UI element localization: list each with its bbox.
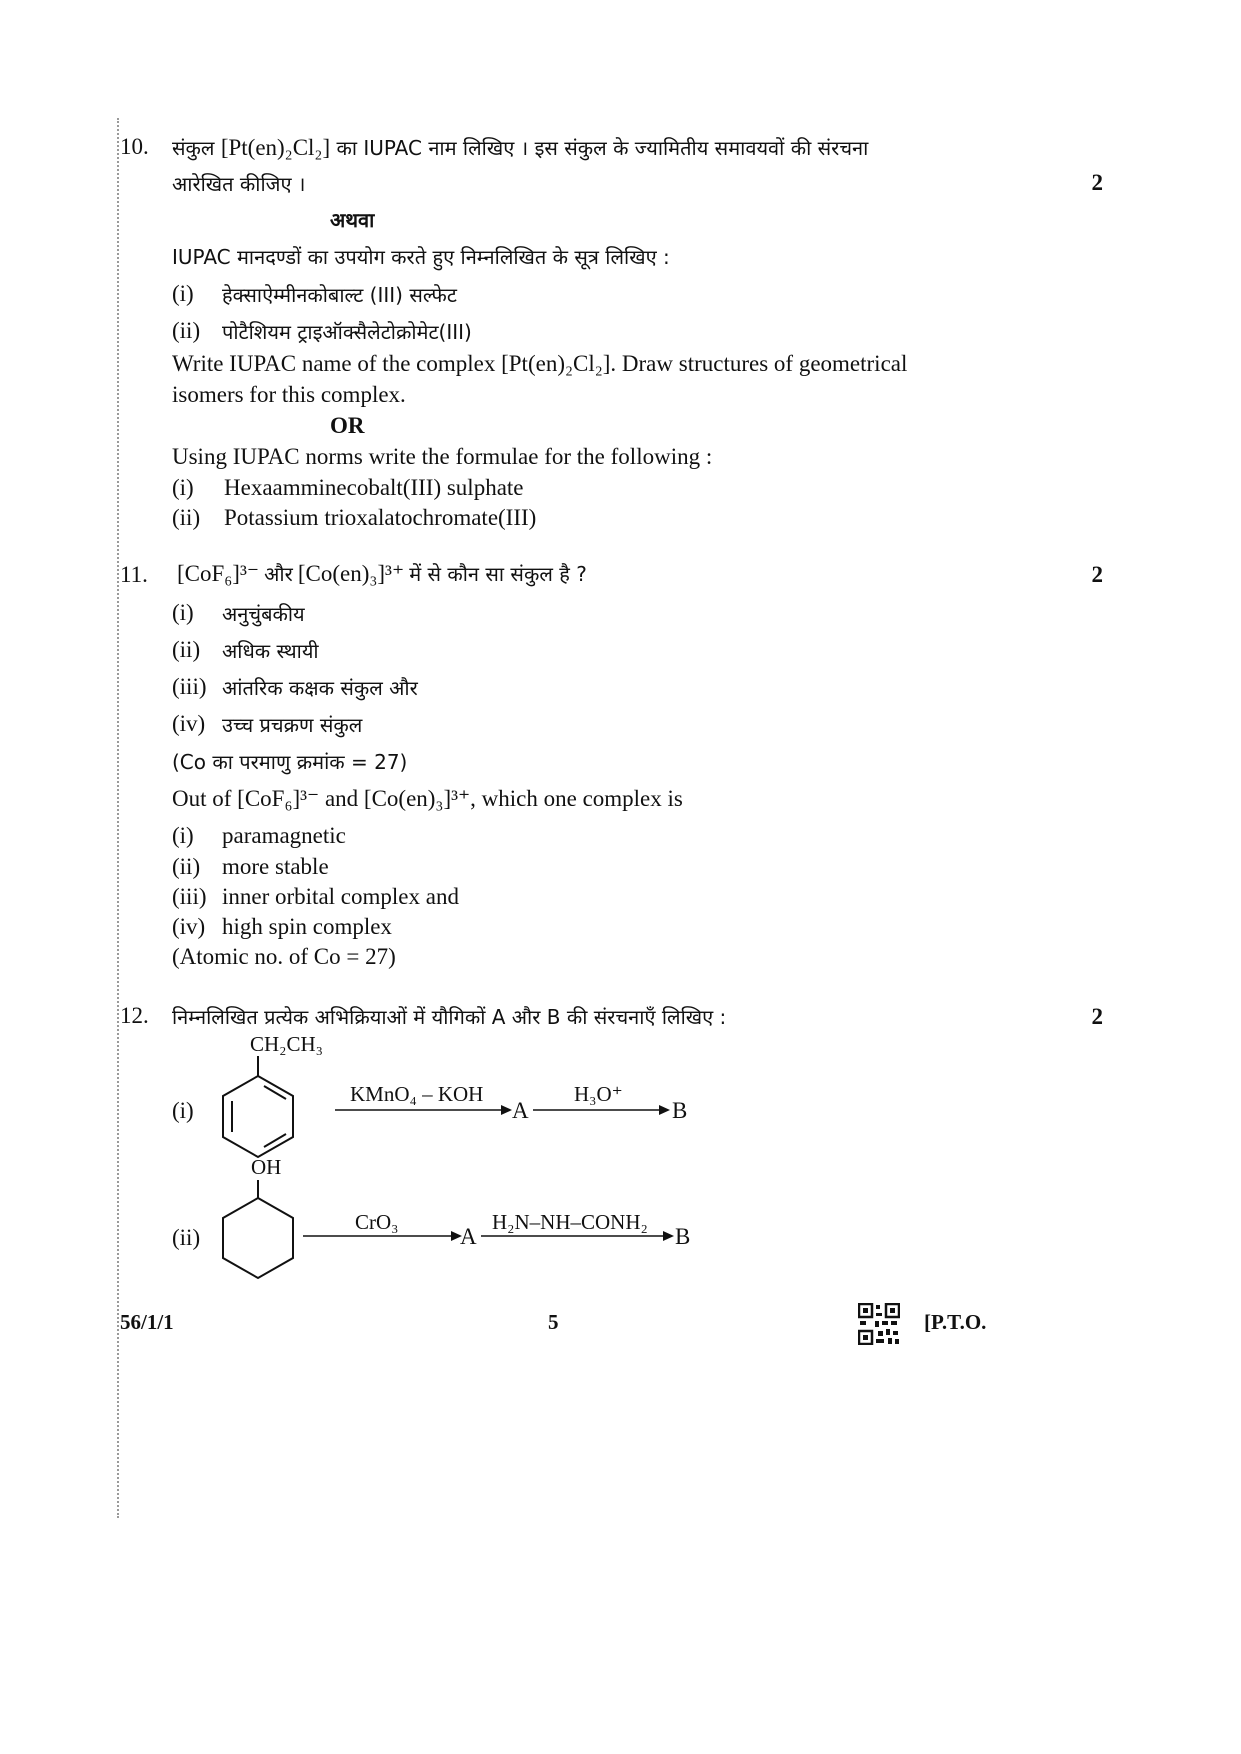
cyclohexanol-structure <box>210 1178 310 1284</box>
q10-or-hindi: अथवा <box>330 208 375 232</box>
reaction-1-product-b: B <box>672 1098 688 1123</box>
q11-en-item-text: inner orbital complex and <box>222 884 459 909</box>
q11-hi-item-text: अधिक स्थायी <box>222 639 319 663</box>
q11-hindi-note: (Co का परमाणु क्रमांक = 27) <box>172 750 408 774</box>
q10-number: 10. <box>120 134 149 159</box>
paper-code: 56/1/1 <box>120 1310 174 1334</box>
page-number: 5 <box>548 1310 559 1334</box>
q11-and-hindi: और <box>264 562 293 586</box>
q11-hi-item-label: (iii) <box>172 674 207 699</box>
q10-hi-item-label: (ii) <box>172 318 201 343</box>
q10-english-part1: Write IUPAC name of the complex <box>172 351 496 376</box>
q11-marks: 2 <box>1091 562 1103 587</box>
q11-english-note: (Atomic no. of Co = 27) <box>172 944 396 969</box>
reaction-1-reagent-1: KMnO₄ – KOH <box>350 1082 484 1106</box>
q10-en-item-label: (i) <box>172 475 194 500</box>
q11-hindi-question <box>177 560 587 587</box>
reaction-1-arrow-2 <box>533 1104 671 1116</box>
q11-number: 11. <box>120 562 148 587</box>
q11-en-item-label: (i) <box>172 823 194 848</box>
q12-reaction-2-label: (ii) <box>172 1225 201 1250</box>
q10-hi-item-label: (i) <box>172 281 194 306</box>
ethyl-substituent-label: CH₂CH₃ <box>250 1032 323 1056</box>
reaction-2-product-a: A <box>460 1224 477 1249</box>
q11-hi-item-text: अनुचुंबकीय <box>222 602 305 626</box>
q11-en-part2: and <box>324 786 359 811</box>
reaction-2-arrow-1 <box>303 1230 463 1242</box>
q11-en-item-label: (iii) <box>172 884 207 909</box>
reaction-1-arrow-1 <box>335 1104 513 1116</box>
q12-hindi-question: निम्नलिखित प्रत्येक अभिक्रियाओं में यौगिकों A और B की संरचनाएँ लिखिए : <box>172 1005 727 1029</box>
q10-hindi-part1: संकुल <box>172 136 215 160</box>
q11-en-item-label: (iv) <box>172 914 206 939</box>
q11-en-part3: , which one complex is <box>470 786 683 811</box>
q11-en-item-text: paramagnetic <box>222 823 346 848</box>
q10-hindi-part2: का IUPAC नाम लिखिए । इस संकुल के ज्यामितीय समावयवों की संरचना <box>336 136 869 160</box>
ethylbenzene-structure <box>210 1054 310 1166</box>
q11-formula-1: [CoF₆]³⁻ <box>177 561 260 586</box>
q11-hi-item-label: (ii) <box>172 637 201 662</box>
q11-en-item-text: high spin complex <box>222 914 392 939</box>
q10-english-part2: . Draw structures of geometrical <box>610 351 908 376</box>
hydroxyl-substituent-label: OH <box>251 1155 282 1179</box>
reaction-2-product-b: B <box>675 1224 691 1249</box>
q11-question-text: में से कौन सा संकुल है ? <box>409 562 587 586</box>
q11-formula-2: [Co(en)₃]³⁺ <box>297 561 405 586</box>
q11-hi-item-label: (iv) <box>172 711 206 736</box>
q12-reaction-1-label: (i) <box>172 1098 194 1123</box>
reaction-1-product-a: A <box>512 1098 529 1123</box>
q10-english-line1 <box>172 351 907 377</box>
q10-english-instruction: Using IUPAC norms write the formulae for the following : <box>172 444 713 469</box>
q10-english-line2: isomers for this complex. <box>172 382 406 407</box>
q11-en-item-text: more stable <box>222 854 329 879</box>
q11-en-formula-1: [CoF₆]³⁻ <box>237 786 320 811</box>
q10-hindi-line2: आरेखित कीजिए । <box>172 172 306 196</box>
q10-hi-item-text: हेक्साऐम्मीनकोबाल्ट (III) सल्फेट <box>222 283 457 307</box>
q11-hi-item-text: आंतरिक कक्षक संकुल और <box>222 676 418 700</box>
qr-code-icon <box>858 1303 900 1345</box>
q10-formula-hi: [Pt(en)₂Cl₂] <box>220 135 331 160</box>
q12-number: 12. <box>120 1003 149 1028</box>
q10-marks: 2 <box>1091 170 1103 195</box>
q11-hi-item-text: उच्च प्रचक्रण संकुल <box>222 713 363 737</box>
reaction-2-reagent-1: CrO₃ <box>355 1210 399 1234</box>
q10-hi-item-text: पोटैशियम ट्राइऑक्सैलेटोक्रोमेट(III) <box>222 320 472 344</box>
reaction-2-arrow-2 <box>481 1230 675 1242</box>
q10-or-english: OR <box>330 413 365 438</box>
margin-dotted-line <box>117 118 119 1518</box>
q11-hi-item-label: (i) <box>172 600 194 625</box>
q10-en-item-label: (ii) <box>172 505 201 530</box>
q11-en-formula-2: [Co(en)₃]³⁺ <box>363 786 471 811</box>
q12-marks: 2 <box>1091 1004 1103 1029</box>
q10-en-item-text: Potassium trioxalatochromate(III) <box>224 505 537 530</box>
reaction-1-reagent-2: H₃O⁺ <box>574 1082 623 1106</box>
please-turn-over: [P.T.O. <box>924 1310 987 1334</box>
q11-en-item-label: (ii) <box>172 854 201 879</box>
q10-hindi-line1 <box>172 134 868 161</box>
q10-formula-en: [Pt(en)₂Cl₂] <box>501 351 611 376</box>
q10-hindi-instruction: IUPAC मानदण्डों का उपयोग करते हुए निम्नलिखित के सूत्र लिखिए : <box>172 245 670 269</box>
reaction-2-reagent-2: H₂N–NH–CONH₂ <box>492 1210 648 1234</box>
q10-en-item-text: Hexaamminecobalt(III) sulphate <box>224 475 524 500</box>
q11-en-part1: Out of <box>172 786 232 811</box>
q11-english-question <box>172 786 683 812</box>
